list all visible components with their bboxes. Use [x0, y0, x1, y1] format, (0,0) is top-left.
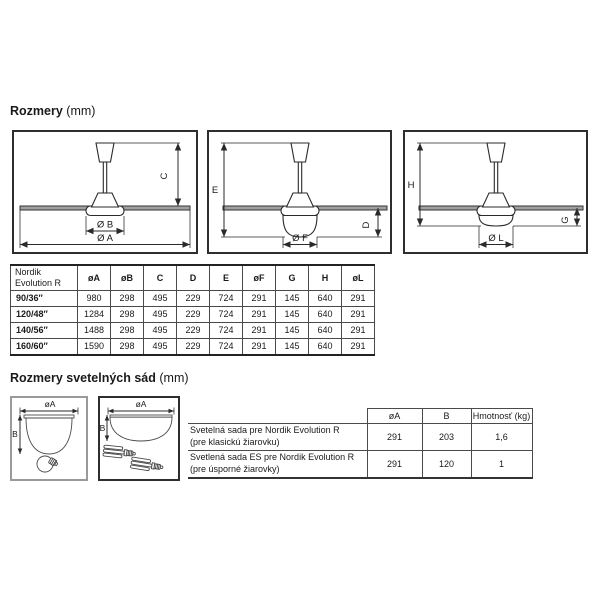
cell: 145 — [276, 322, 309, 338]
dimension-label-height: B — [12, 429, 18, 439]
cell: 495 — [144, 290, 177, 306]
fan-diagram-basic — [12, 130, 198, 254]
fan-diagram-deep-light — [207, 130, 392, 254]
incandescent-bulb-icon — [37, 456, 59, 472]
cell: 145 — [276, 338, 309, 355]
fan-basic-drawing — [14, 132, 196, 252]
fan-downrod — [103, 162, 106, 193]
empty-corner-cell — [188, 409, 367, 424]
section-title-dimensions — [10, 104, 95, 118]
cell: 495 — [144, 322, 177, 338]
fan-diagram-shallow-light — [403, 130, 588, 254]
table-row — [11, 322, 375, 338]
fan-downrod — [494, 162, 497, 193]
dimension-label-diameter: øA — [135, 399, 147, 409]
dimensions-table — [10, 264, 375, 356]
model-header-line1: Nordik — [15, 267, 42, 277]
section-title-light-kits — [10, 371, 189, 385]
fan-light-dome — [479, 216, 513, 227]
row-label-line1: Svetlená sada ES pre Nordik Evolution R — [190, 452, 355, 463]
light-kit-classic-drawing — [12, 398, 86, 479]
cell: 980 — [78, 290, 111, 306]
cell: 229 — [177, 306, 210, 322]
dimension-label-C: C — [159, 172, 170, 180]
cell: 298 — [111, 290, 144, 306]
column-header: E — [210, 265, 243, 290]
cell: 640 — [309, 322, 342, 338]
fan-motor — [287, 193, 314, 207]
dimension-label-height: B — [100, 423, 106, 433]
glass-dome — [26, 418, 72, 454]
row-label-line2: (pre úsporné žiarovky) — [190, 463, 280, 474]
cell: 291 — [342, 306, 375, 322]
cell: 291 — [342, 338, 375, 355]
column-header: H — [309, 265, 342, 290]
cell: 291 — [367, 451, 422, 478]
column-header: D — [177, 265, 210, 290]
column-header: C — [144, 265, 177, 290]
cell: 229 — [177, 322, 210, 338]
dimension-label-A: Ø A — [97, 233, 113, 244]
column-header: Hmotnosť (kg) — [471, 409, 532, 424]
cell: 724 — [210, 322, 243, 338]
light-kits-table — [188, 408, 533, 479]
table-row — [11, 338, 375, 355]
table-header-row — [188, 409, 532, 424]
cell: 291 — [342, 290, 375, 306]
dimension-label-F: Ø F — [292, 233, 308, 244]
column-header: øA — [78, 265, 111, 290]
light-kit-diagram-es — [98, 396, 180, 481]
row-label-line2: (pre klasickú žiarovku) — [190, 437, 280, 447]
section-title-unit: (mm) — [159, 371, 189, 385]
cell: 495 — [144, 338, 177, 355]
row-label — [188, 451, 367, 478]
model-header-line2: Evolution R — [15, 277, 62, 288]
cell: 1 — [471, 451, 532, 478]
cell: 291 — [342, 322, 375, 338]
cell: 298 — [111, 322, 144, 338]
cell: 291 — [243, 290, 276, 306]
cell: 203 — [422, 424, 471, 451]
cell: 640 — [309, 290, 342, 306]
dimension-label-D: D — [361, 221, 372, 229]
fan-canopy — [291, 143, 309, 162]
row-label — [188, 424, 367, 451]
cell: 145 — [276, 306, 309, 322]
cell: 229 — [177, 338, 210, 355]
cell: 1,6 — [471, 424, 532, 451]
cfl-bulb-icon — [103, 445, 136, 459]
dimension-label-G: G — [560, 216, 571, 224]
fan-motor — [92, 193, 119, 207]
cell: 298 — [111, 306, 144, 322]
dome-rim — [24, 415, 74, 418]
fan-canopy — [96, 143, 114, 162]
cell: 291 — [243, 338, 276, 355]
extension-line — [221, 143, 291, 237]
cell: 145 — [276, 290, 309, 306]
cell: 495 — [144, 306, 177, 322]
section-title-text: Rozmery svetelných sád — [10, 371, 156, 385]
light-kit-diagram-classic — [10, 396, 88, 481]
glass-dome — [110, 417, 172, 441]
column-header: øB — [111, 265, 144, 290]
cell: 1590 — [78, 338, 111, 355]
column-header: B — [422, 409, 471, 424]
extension-line — [417, 143, 487, 226]
fan-downrod — [298, 162, 301, 193]
table-row — [11, 306, 375, 322]
fan-motor — [483, 193, 510, 207]
cell: 298 — [111, 338, 144, 355]
row-label: 160/60″ — [11, 338, 78, 355]
fan-deep-light-drawing — [209, 132, 390, 252]
cell: 724 — [210, 338, 243, 355]
cell: 640 — [309, 306, 342, 322]
cell: 229 — [177, 290, 210, 306]
dimension-label-diameter: øA — [44, 399, 56, 409]
cell: 291 — [243, 322, 276, 338]
table-row — [188, 424, 532, 451]
table-header-row — [11, 265, 375, 290]
cell: 640 — [309, 338, 342, 355]
fan-shallow-light-drawing — [405, 132, 586, 252]
dimension-label-E: E — [211, 185, 219, 196]
light-kit-es-drawing — [100, 398, 178, 479]
cell: 1284 — [78, 306, 111, 322]
cell: 291 — [243, 306, 276, 322]
table-model-header — [11, 265, 78, 290]
row-label: 90/36″ — [11, 290, 78, 306]
table-row — [11, 290, 375, 306]
cell: 724 — [210, 290, 243, 306]
section-title-unit: (mm) — [66, 104, 96, 118]
fan-canopy — [487, 143, 505, 162]
cell: 120 — [422, 451, 471, 478]
dimension-label-B: Ø B — [96, 219, 114, 231]
row-label-line1: Svetelná sada pre Nordik Evolution R — [190, 425, 340, 436]
cell: 1488 — [78, 322, 111, 338]
column-header: øL — [342, 265, 375, 290]
column-header: øA — [367, 409, 422, 424]
cell: 724 — [210, 306, 243, 322]
row-label: 140/56″ — [11, 322, 78, 338]
cell: 291 — [367, 424, 422, 451]
section-title-text: Rozmery — [10, 104, 63, 118]
row-label: 120/48″ — [11, 306, 78, 322]
dimension-label-H: H — [407, 180, 415, 191]
table-row — [188, 451, 532, 478]
cfl-bulb-icon — [130, 457, 163, 473]
dimension-label-L: Ø L — [488, 233, 504, 244]
column-header: G — [276, 265, 309, 290]
column-header: øF — [243, 265, 276, 290]
